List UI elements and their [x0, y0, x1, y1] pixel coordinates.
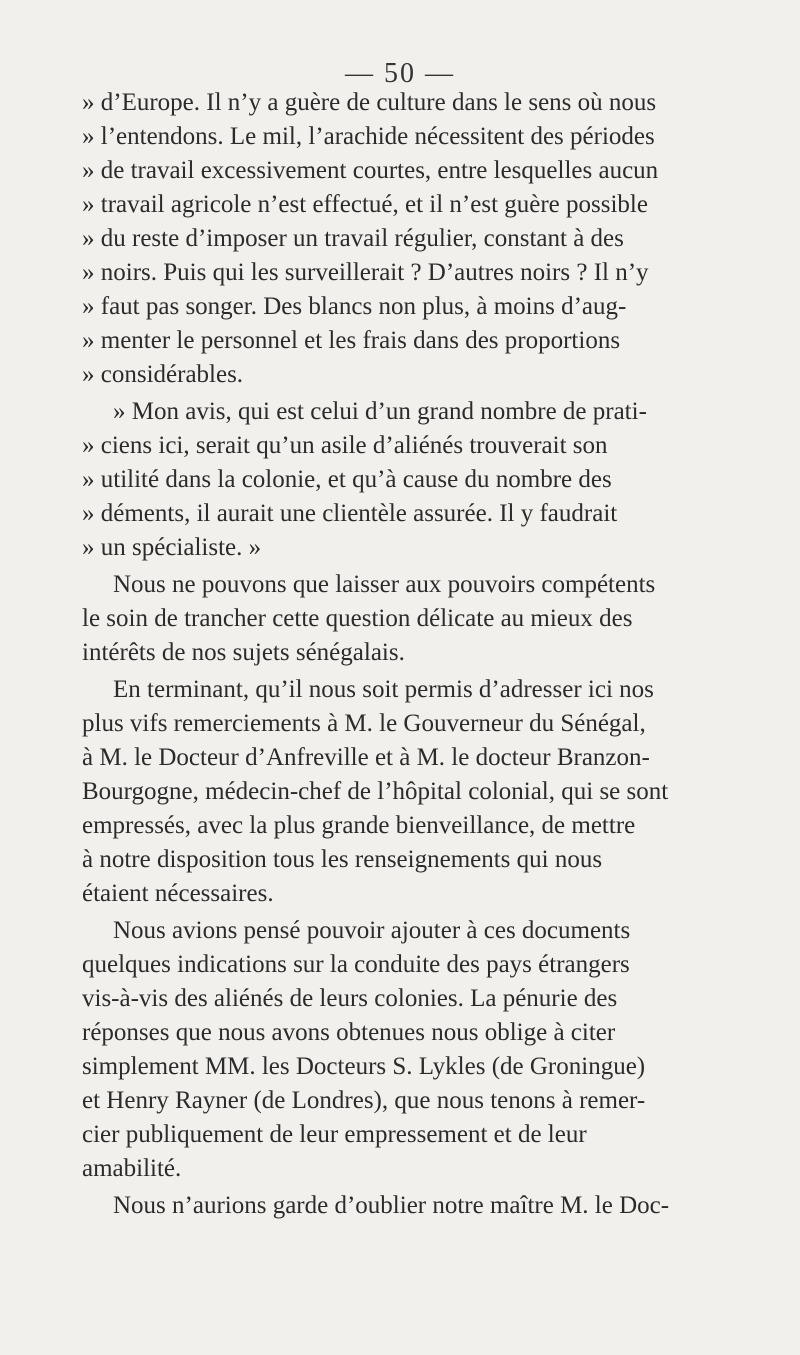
text-line: le soin de trancher cette question délicate au mieux des — [82, 605, 633, 632]
text-line: » l’entendons. Le mil, l’arachide nécessitent des périodes — [82, 123, 655, 150]
page-number: — 50 — — [345, 58, 455, 89]
text-line: Bourgogne, médecin-chef de l’hôpital colonial, qui se sont — [82, 778, 669, 805]
text-line: » noirs. Puis qui les surveillerait ? D’autres noirs ? Il n’y — [82, 259, 649, 286]
text-line: » ciens ici, serait qu’un asile d’aliénés trouverait son — [82, 432, 608, 459]
text-line: » utilité dans la colonie, et qu’à cause du nombre des — [82, 466, 612, 493]
text-line: » faut pas songer. Des blancs non plus, à moins d’aug- — [82, 293, 627, 320]
text-line: plus vifs remerciements à M. le Gouverneur du Sénégal, — [82, 710, 646, 737]
text-line: à M. le Docteur d’Anfreville et à M. le docteur Branzon- — [82, 744, 650, 771]
text-line: vis-à-vis des aliénés de leurs colonies. La pénurie des — [82, 985, 618, 1012]
text-line: amabilité. — [82, 1155, 182, 1182]
text-line: simplement MM. les Docteurs S. Lykles (de Groningue) — [82, 1053, 646, 1080]
text-line: » déments, il aurait une clientèle assurée. Il y faudrait — [82, 500, 618, 527]
text-line: » menter le personnel et les frais dans des proportions — [82, 327, 621, 354]
text-line: et Henry Rayner (de Londres), que nous tenons à remer- — [82, 1087, 646, 1114]
text-line: » d’Europe. Il n’y a guère de culture dans le sens où nous — [82, 89, 657, 116]
text-line: quelques indications sur la conduite des pays étrangers — [82, 951, 630, 978]
text-line: Nous ne pouvons que laisser aux pouvoirs compétents — [113, 571, 656, 598]
text-line: intérêts de nos sujets sénégalais. — [82, 639, 405, 666]
text-line: cier publiquement de leur empressement et de leur — [82, 1121, 587, 1148]
text-line: » travail agricole n’est effectué, et il n’est guère possible — [82, 191, 648, 218]
text-line: En terminant, qu’il nous soit permis d’adresser ici nos — [113, 676, 654, 703]
text-line: réponses que nous avons obtenues nous oblige à citer — [82, 1019, 616, 1046]
text-line: Nous n’aurions garde d’oublier notre maître M. le Doc- — [113, 1192, 670, 1219]
text-line: étaient nécessaires. — [82, 880, 274, 907]
text-line: » considérables. — [82, 361, 244, 388]
text-line: Nous avions pensé pouvoir ajouter à ces documents — [113, 917, 631, 944]
text-line: » de travail excessivement courtes, entre lesquelles aucun — [82, 157, 659, 184]
text-line: » du reste d’imposer un travail régulier, constant à des — [82, 225, 624, 252]
text-line: empressés, avec la plus grande bienveillance, de mettre — [82, 812, 636, 839]
text-line: » Mon avis, qui est celui d’un grand nombre de prati- — [113, 398, 647, 425]
text-line: » un spécialiste. » — [82, 534, 262, 561]
text-line: à notre disposition tous les renseignements qui nous — [82, 846, 603, 873]
